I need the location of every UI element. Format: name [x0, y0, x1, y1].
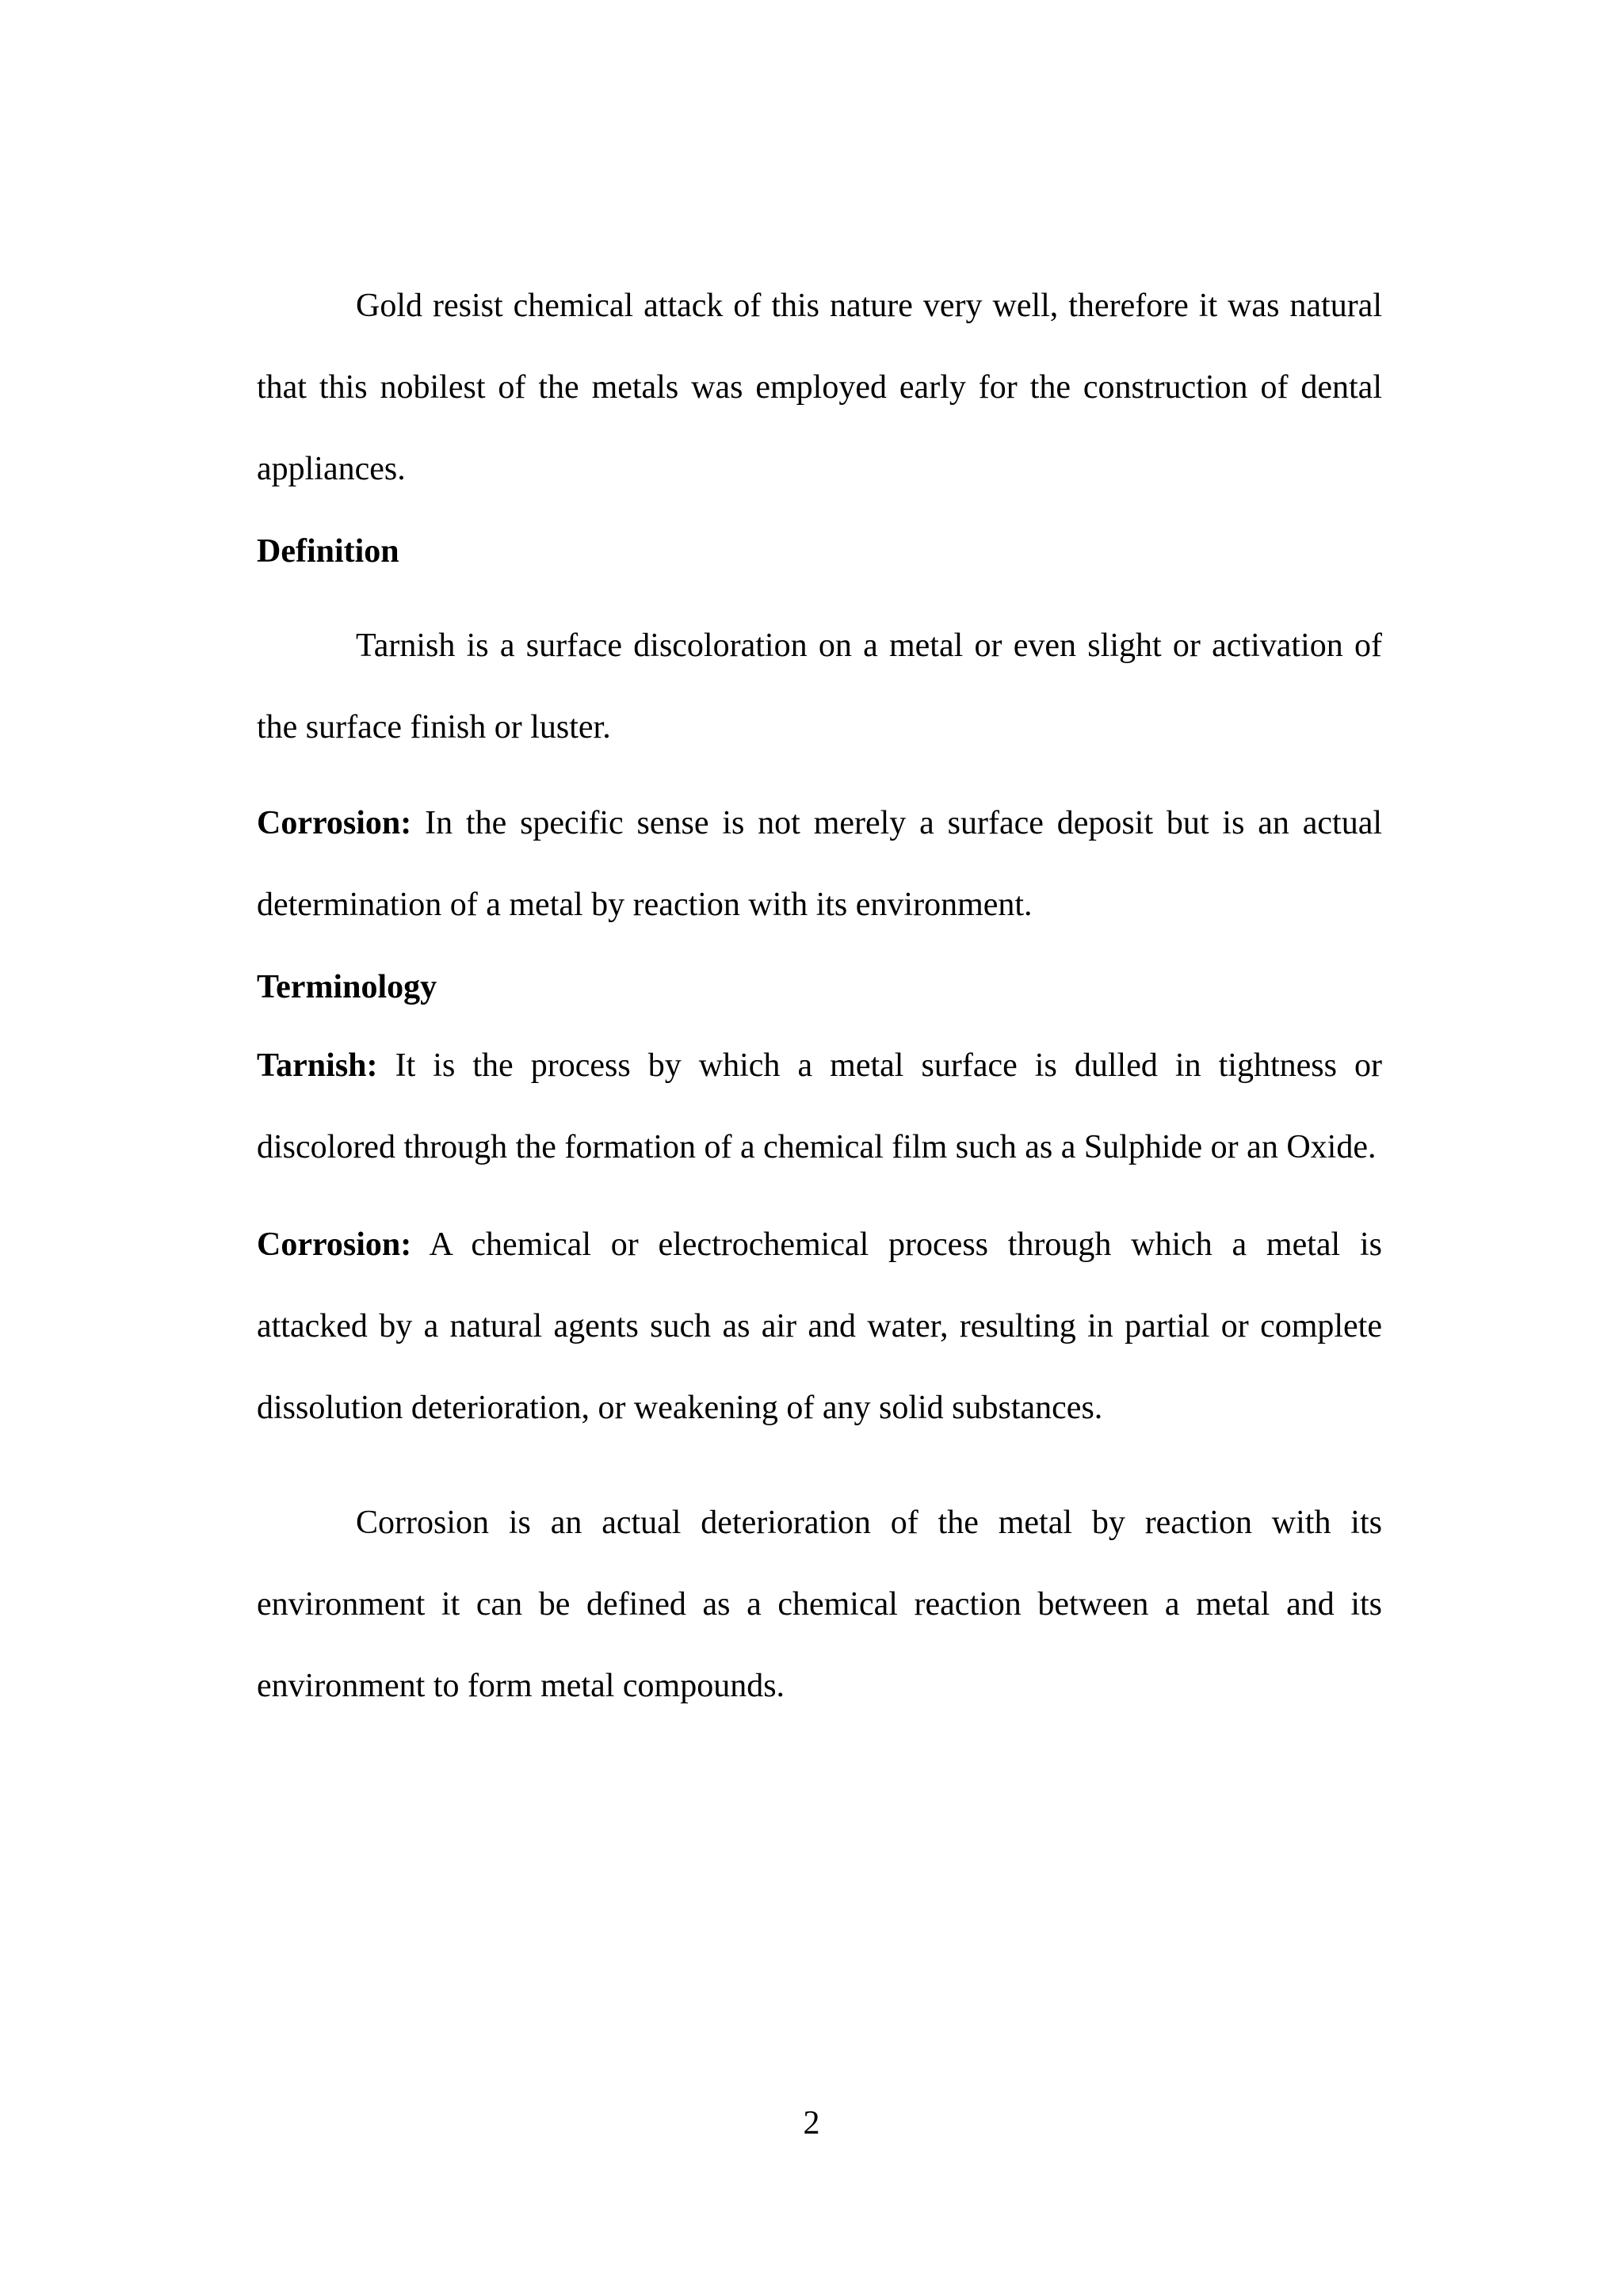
- corrosion-definition-label: Corrosion:: [257, 805, 412, 841]
- closing-paragraph: Corrosion is an actual deterioration of the metal by reaction with its environment it can be defined as a chemical reaction between a metal and its environment to form metal compounds.: [257, 1505, 1382, 1704]
- definition-heading: Definition: [257, 533, 399, 570]
- corrosion-term-text: A chemical or electrochemical process through which a metal is attacked by a natural agents such as air and water, resulting in partial or complete dissolution deterioration, or weakening of any solid substances.: [257, 1226, 1382, 1426]
- intro-paragraph: Gold resist chemical attack of this nature very well, therefore it was natural that this nobilest of the metals was employed early for the construction of dental appliances.: [257, 288, 1382, 487]
- tarnish-term-paragraph: [257, 1025, 1382, 1188]
- corrosion-term-paragraph: [257, 1204, 1382, 1449]
- tarnish-term-text: It is the process by which a metal surface is dulled in tightness or discolored through the formation of a chemical film such as a Sulphide or an Oxide.: [257, 1047, 1383, 1165]
- page-body: [257, 265, 1382, 1727]
- corrosion-definition-text: In the specific sense is not merely a surface deposit but is an actual determination of a metal by reaction with its environment.: [257, 805, 1383, 923]
- tarnish-definition-paragraph: Tarnish is a surface discoloration on a metal or even slight or activation of the surface finish or luster.: [257, 627, 1382, 746]
- corrosion-term-label: Corrosion:: [257, 1226, 412, 1263]
- terminology-heading: Terminology: [257, 969, 437, 1005]
- corrosion-definition-paragraph: [257, 783, 1382, 946]
- tarnish-term-label: Tarnish:: [257, 1047, 378, 1084]
- page-number: 2: [803, 2105, 820, 2142]
